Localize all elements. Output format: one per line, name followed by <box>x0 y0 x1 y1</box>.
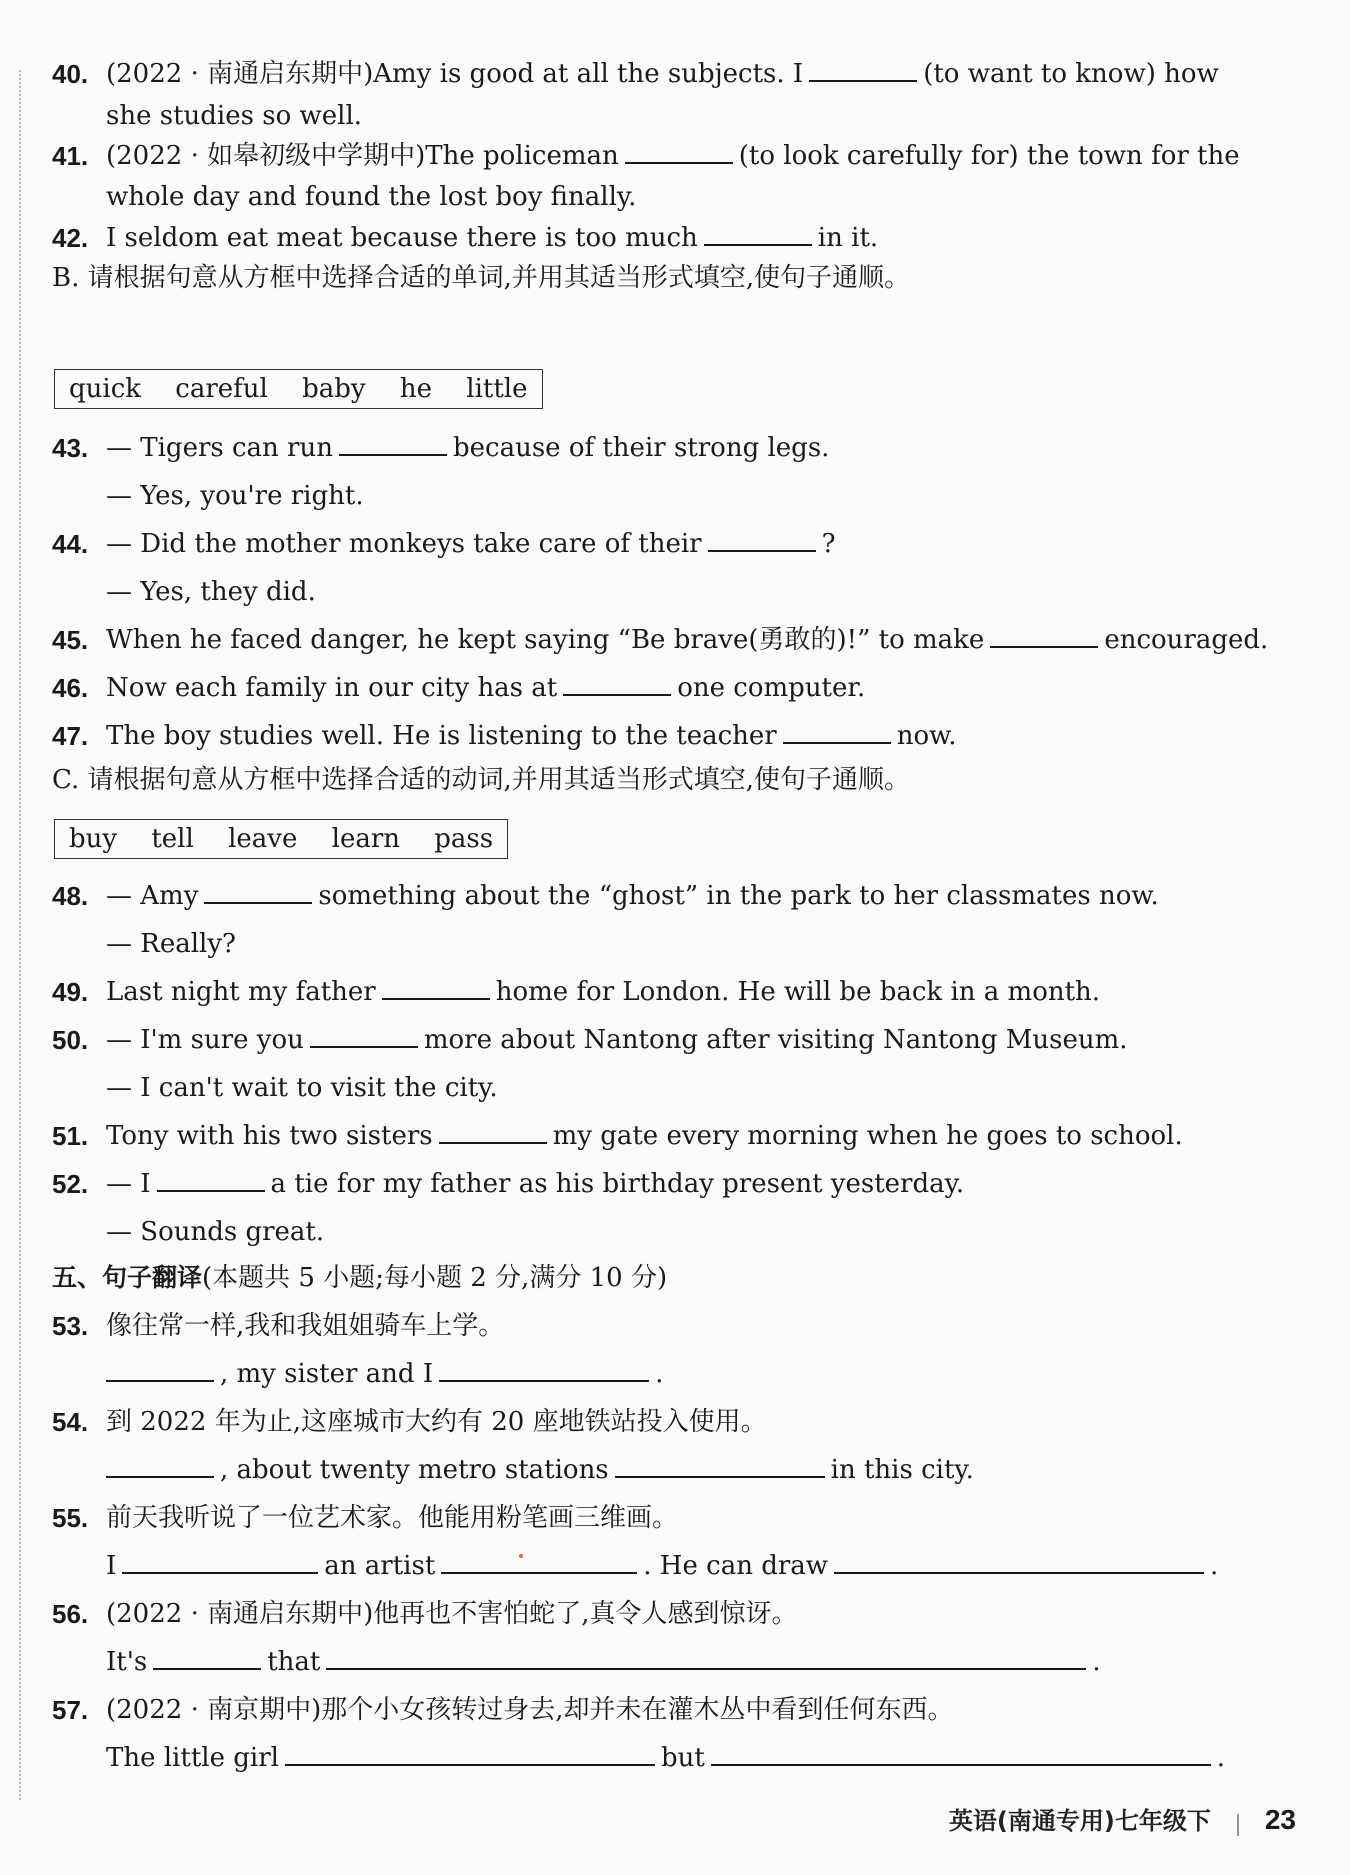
word-option: buy <box>69 824 118 854</box>
word-option: tell <box>151 824 194 854</box>
question-text: The boy studies well. He is listening to the teacher <box>106 721 777 751</box>
answer-text: The little girl <box>106 1743 279 1773</box>
answer-blank[interactable] <box>439 1354 649 1382</box>
question-text: ? <box>821 529 836 559</box>
question-text-cont: she studies so well. <box>106 101 363 131</box>
word-option: learn <box>331 824 401 854</box>
question-number: 51. <box>52 1121 89 1151</box>
question-text: encouraged. <box>1104 625 1269 655</box>
section-b-heading: B. 请根据句意从方框中选择合适的单词,并用其适当形式填空,使句子通顺。 <box>52 263 911 293</box>
question-text: Now each family in our city has at <box>106 673 558 703</box>
question-number: 42. <box>52 223 89 253</box>
question-text-cont: — Yes, they did. <box>106 577 316 607</box>
answer-blank[interactable] <box>153 1642 261 1670</box>
answer-blank[interactable] <box>382 972 490 1000</box>
question-text: — Tigers can run <box>106 433 333 463</box>
question-number: 57. <box>52 1695 89 1725</box>
question-text: (2022 · 南通启东期中)他再也不害怕蛇了,真令人感到惊讶。 <box>106 1599 798 1629</box>
word-option: leave <box>228 824 298 854</box>
answer-blank[interactable] <box>441 1546 637 1574</box>
page-number: 23 <box>1264 1804 1296 1835</box>
question-number: 40. <box>52 59 89 89</box>
question-text-cont: — Sounds great. <box>106 1217 325 1247</box>
question-text: 前天我听说了一位艺术家。他能用粉笔画三维画。 <box>106 1503 679 1533</box>
question-text: Last night my father <box>106 977 376 1007</box>
answer-text: in this city. <box>830 1455 974 1485</box>
question-text: one computer. <box>677 673 866 703</box>
word-box-b <box>54 369 543 409</box>
answer-text: . <box>655 1359 664 1389</box>
section-detail: (本题共 5 小题;每小题 2 分,满分 10 分) <box>202 1263 668 1293</box>
question-text: something about the “ghost” in the park to her classmates now. <box>318 881 1159 911</box>
question-number: 43. <box>52 433 89 463</box>
question-number: 46. <box>52 673 89 703</box>
section-5-heading <box>52 1258 667 1298</box>
answer-blank[interactable] <box>310 1020 418 1048</box>
answer-text: that <box>267 1647 321 1677</box>
question-number: 49. <box>52 977 89 1007</box>
answer-text: an artist <box>324 1551 436 1581</box>
question-number: 52. <box>52 1169 89 1199</box>
answer-text: I <box>106 1551 117 1581</box>
answer-blank[interactable] <box>704 218 812 246</box>
answer-text: , about twenty metro stations <box>220 1455 609 1485</box>
word-option: little <box>466 374 528 404</box>
question-text: (2022 · 如皋初级中学期中)The policeman <box>106 141 619 171</box>
section-c-heading: C. 请根据句意从方框中选择合适的动词,并用其适当形式填空,使句子通顺。 <box>52 765 911 795</box>
question-number: 53. <box>52 1311 89 1341</box>
page-footer <box>949 1800 1296 1840</box>
answer-blank[interactable] <box>809 54 917 82</box>
question-number: 54. <box>52 1407 89 1437</box>
question-text-cont: — Really? <box>106 929 236 959</box>
question-number: 55. <box>52 1503 89 1533</box>
question-text-cont: whole day and found the lost boy finally. <box>106 182 637 212</box>
answer-blank[interactable] <box>625 136 733 164</box>
answer-blank[interactable] <box>106 1354 214 1382</box>
word-option: careful <box>175 374 268 404</box>
question-text: (to want to know) how <box>923 59 1219 89</box>
answer-text: It's <box>106 1647 148 1677</box>
question-text: (to look carefully for) the town for the <box>738 141 1240 171</box>
word-option: pass <box>434 824 494 854</box>
word-option: baby <box>302 374 366 404</box>
question-text: my gate every morning when he goes to school. <box>552 1121 1183 1151</box>
footer-divider <box>1237 1814 1239 1836</box>
answer-text: . <box>1210 1551 1219 1581</box>
word-option: he <box>399 374 433 404</box>
book-title: 英语(南通专用)七年级下 <box>948 1807 1211 1835</box>
question-text: home for London. He will be back in a month. <box>495 977 1101 1007</box>
question-text: more about Nantong after visiting Nantong Museum. <box>423 1025 1128 1055</box>
answer-blank[interactable] <box>204 876 312 904</box>
question-number: 45. <box>52 625 89 655</box>
answer-text: . <box>1216 1743 1226 1773</box>
answer-blank[interactable] <box>783 716 891 744</box>
question-text: — Amy <box>106 881 199 911</box>
question-number: 56. <box>52 1599 89 1629</box>
question-number: 47. <box>52 721 89 751</box>
answer-blank[interactable] <box>563 668 671 696</box>
question-number: 50. <box>52 1025 89 1055</box>
question-text-cont: — Yes, you're right. <box>106 481 364 511</box>
answer-blank[interactable] <box>711 1738 1211 1766</box>
question-text: When he faced danger, he kept saying “Be brave(勇敢的)!” to make <box>106 625 985 655</box>
answer-text: , my sister and I <box>220 1359 434 1389</box>
question-text: in it. <box>817 223 879 253</box>
answer-text: . He can draw <box>643 1551 829 1581</box>
question-number: 41. <box>52 141 89 171</box>
answer-text: . <box>1092 1647 1101 1677</box>
section-title: 五、句子翻译 <box>52 1263 203 1292</box>
answer-blank[interactable] <box>326 1642 1086 1670</box>
question-text: — I'm sure you <box>106 1025 304 1055</box>
question-text: Tony with his two sisters <box>106 1121 433 1151</box>
answer-blank[interactable] <box>439 1116 547 1144</box>
answer-blank[interactable] <box>285 1738 655 1766</box>
word-box-c <box>54 819 508 859</box>
answer-blank[interactable] <box>708 524 816 552</box>
question-text: (2022 · 南京期中)那个小女孩转过身去,却并未在灌木丛中看到任何东西。 <box>106 1695 954 1725</box>
question-text: now. <box>896 721 957 751</box>
question-text: 到 2022 年为止,这座城市大约有 20 座地铁站投入使用。 <box>106 1407 767 1437</box>
question-text-cont: — I can't wait to visit the city. <box>106 1073 498 1103</box>
question-text: a tie for my father as his birthday present yesterday. <box>270 1169 965 1199</box>
question-text: — I <box>106 1169 151 1199</box>
margin-dotted-rule <box>19 70 21 1800</box>
question-text: 像往常一样,我和我姐姐骑车上学。 <box>106 1311 505 1341</box>
answer-blank[interactable] <box>122 1546 318 1574</box>
question-number: 44. <box>52 529 89 559</box>
question-text: — Did the mother monkeys take care of their <box>106 529 702 559</box>
question-text: (2022 · 南通启东期中)Amy is good at all the subjects. I <box>106 59 804 89</box>
question-text: I seldom eat meat because there is too much <box>106 223 698 253</box>
ink-dot <box>519 1554 523 1558</box>
answer-blank[interactable] <box>990 620 1098 648</box>
answer-blank[interactable] <box>834 1546 1204 1574</box>
answer-blank[interactable] <box>615 1450 825 1478</box>
word-option: quick <box>69 374 142 404</box>
answer-text: but <box>660 1743 705 1773</box>
question-text: because of their strong legs. <box>452 433 830 463</box>
question-number: 48. <box>52 881 89 911</box>
answer-blank[interactable] <box>106 1450 214 1478</box>
answer-blank[interactable] <box>157 1164 265 1192</box>
answer-blank[interactable] <box>339 428 447 456</box>
